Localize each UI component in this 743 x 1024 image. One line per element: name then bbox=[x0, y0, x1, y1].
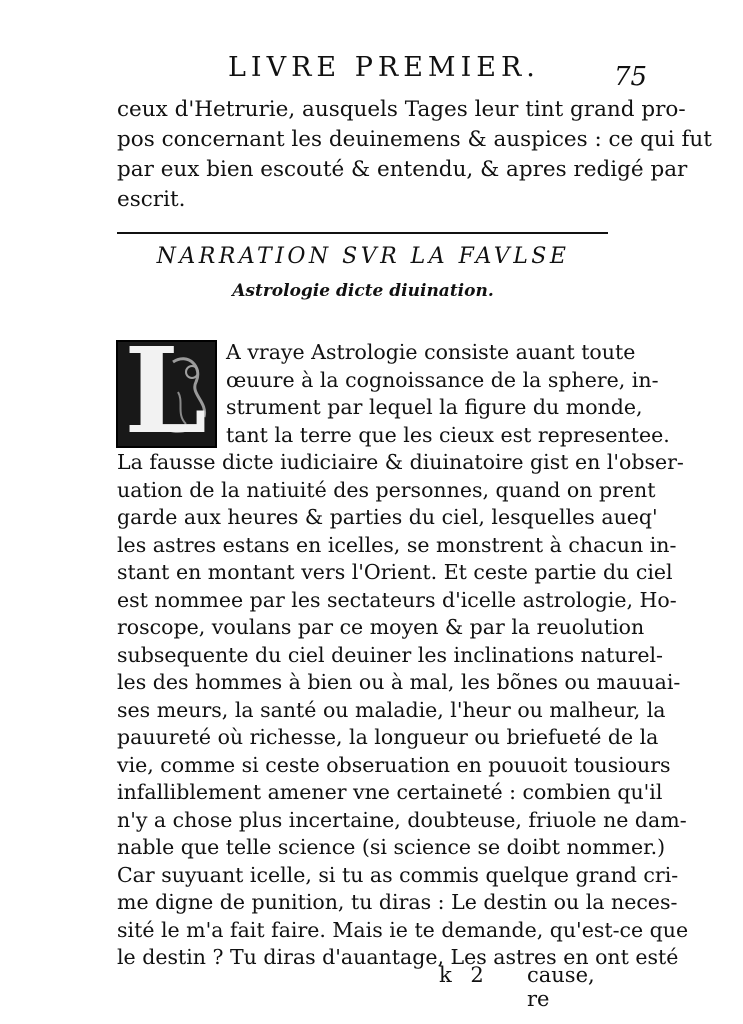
text-line: ses meurs, la santé ou maladie, l'heur ou malheur, la bbox=[117, 697, 666, 722]
initial-letter: L bbox=[124, 321, 207, 460]
page-number: 75 bbox=[614, 62, 648, 92]
text-line: nable que telle science (si science se doibt nommer.) bbox=[117, 835, 666, 859]
text-line: œuure à la cognoissance de la sphere, in- bbox=[226, 367, 659, 392]
text-line: pauureté où richesse, la longueur ou briefueté de la bbox=[117, 725, 659, 749]
catchword: cause, re bbox=[527, 963, 595, 1011]
text-line: sité le m'a fait faire. Mais ie te demande, qu'est-ce que bbox=[117, 917, 689, 942]
text-line: infalliblement amener vne certaineté : combien qu'il bbox=[117, 780, 663, 804]
text-line: escrit. bbox=[117, 187, 186, 212]
text-line: les astres estans en icelles, se monstrent à chacun in- bbox=[117, 532, 677, 557]
section-title: NARRATION SVR LA FAVLSE bbox=[156, 244, 570, 269]
text-line: strument par lequel la figure du monde, bbox=[226, 395, 643, 419]
text-line: me digne de punition, tu diras : Le destin ou la neces- bbox=[117, 890, 678, 914]
text-line: garde aux heures & parties du ciel, lesquelles aueq' bbox=[117, 505, 658, 529]
page-footer bbox=[117, 963, 609, 1011]
main-paragraph bbox=[117, 339, 689, 972]
text-line: uation de la natiuité des personnes, quand on prent bbox=[117, 477, 656, 502]
previous-paragraph bbox=[117, 95, 712, 215]
signature-mark: k 2 bbox=[439, 963, 490, 987]
text-line: pos concernant les deuinemens & auspices : ce qui fut bbox=[117, 127, 712, 152]
text-line: roscope, voulans par ce moyen & par la reuolution bbox=[117, 615, 645, 639]
text-line: subsequente du ciel deuiner les inclinations naturel- bbox=[117, 642, 663, 667]
text-line: les des hommes à bien ou à mal, les bõnes ou mauuai- bbox=[117, 670, 681, 694]
text-line: Car suyuant icelle, si tu as commis quelque grand cri- bbox=[117, 862, 679, 887]
text-line: stant en montant vers l'Orient. Et ceste partie du ciel bbox=[117, 560, 673, 584]
text-line: A vraye Astrologie consiste auant toute bbox=[226, 340, 636, 364]
section-subtitle: Astrologie dicte diuination. bbox=[232, 281, 494, 301]
text-line: La fausse dicte iudiciaire & diuinatoire gist en l'obser- bbox=[117, 450, 684, 474]
text-line: vie, comme si ceste obseruation en pouuoit tousiours bbox=[117, 752, 671, 777]
text-line: par eux bien escouté & entendu, & apres redigé par bbox=[117, 157, 688, 182]
running-head: LIVRE PREMIER. bbox=[228, 52, 540, 83]
text-line: tant la terre que les cieux est representee. bbox=[226, 422, 670, 447]
section-divider bbox=[117, 232, 608, 234]
text-line: ceux d'Hetrurie, ausquels Tages leur tint grand pro- bbox=[117, 97, 686, 122]
text-line: est nommee par les sectateurs d'icelle astrologie, Ho- bbox=[117, 587, 677, 612]
text-line: n'y a chose plus incertaine, doubteuse, friuole ne dam- bbox=[117, 807, 687, 832]
text-line: le destin ? Tu diras d'auantage, Les astres en ont esté bbox=[117, 945, 679, 969]
